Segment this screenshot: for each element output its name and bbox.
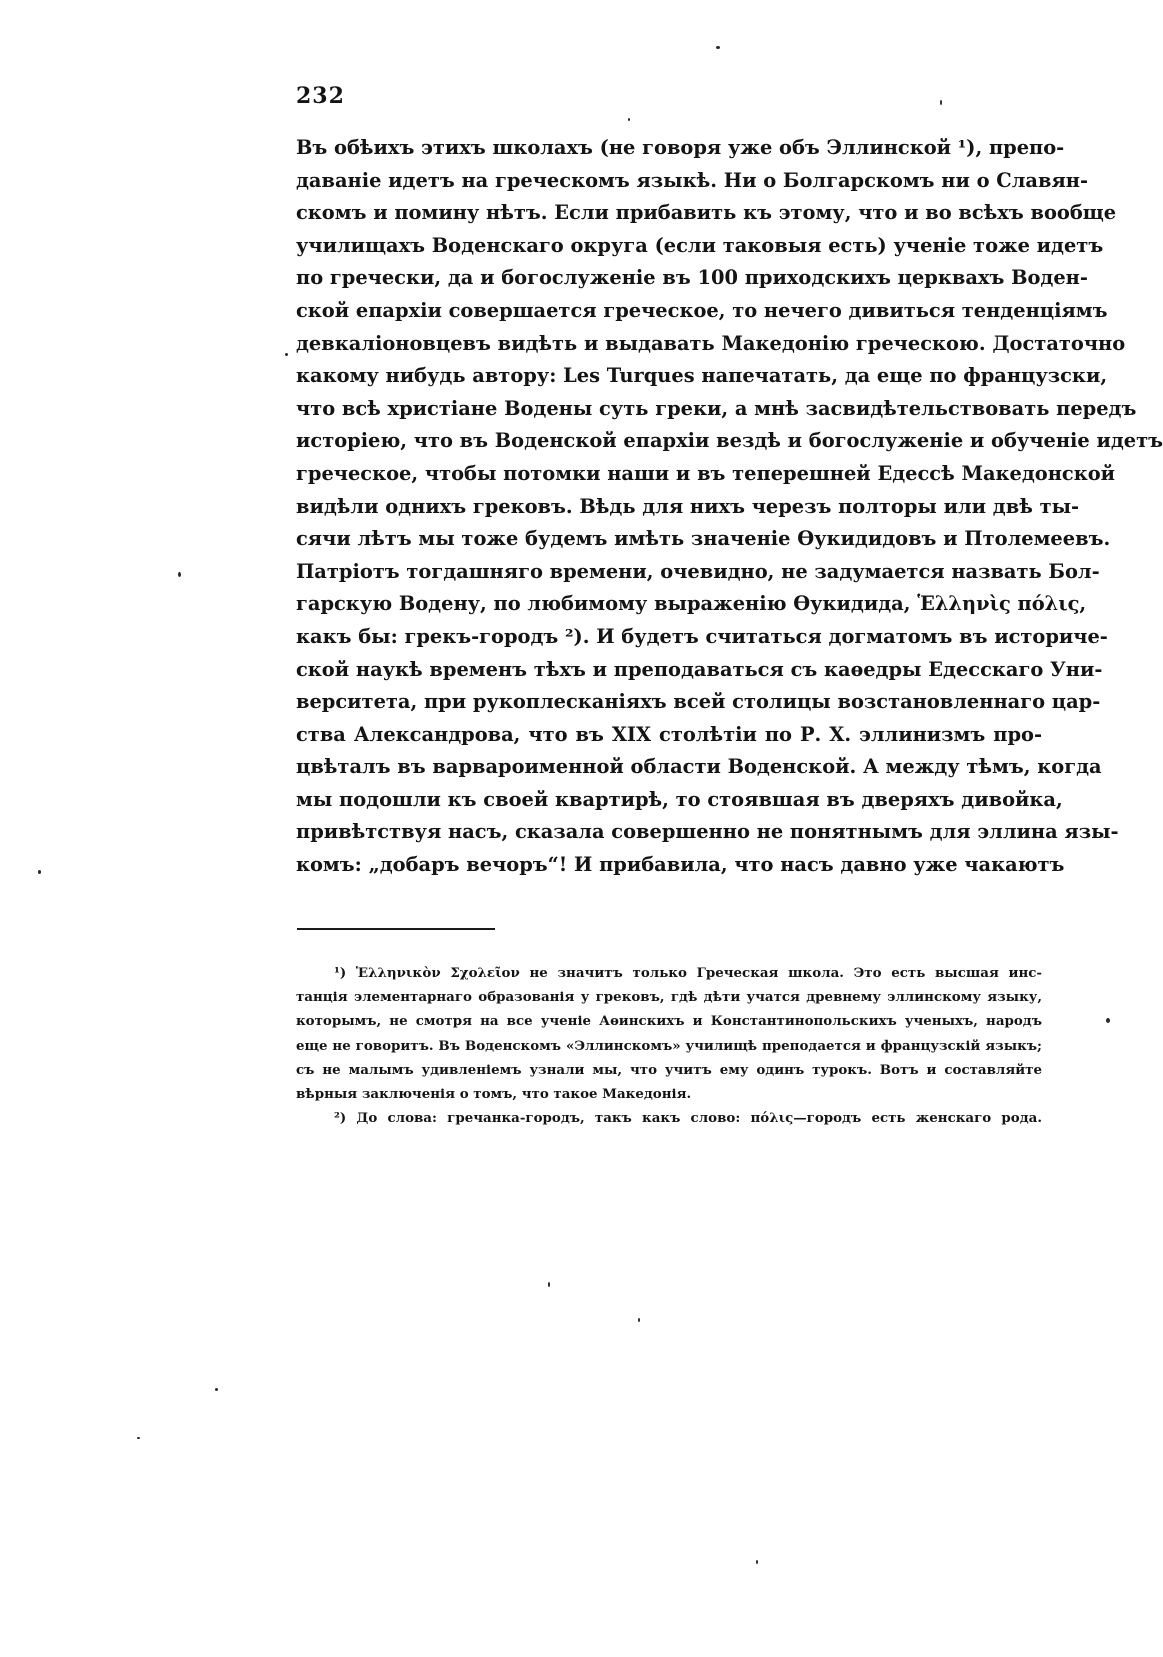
text-line: ской епархіи совершается греческое, то нечего дивиться тенденціямъ bbox=[296, 298, 1108, 322]
footnote-line: танція элементарнаго образованія у грековъ, гдѣ дѣти учатся древнему эллинскому языку, bbox=[296, 989, 1042, 1006]
text-line: греческое, чтобы потомки наши и въ теперешней Едессѣ Македонской bbox=[296, 461, 1116, 485]
text-line: видѣли однихъ грековъ. Вѣдь для нихъ черезъ полторы или двѣ ты- bbox=[296, 494, 1080, 518]
text-line: мы подошли къ своей квартирѣ, то стоявшая въ дверяхъ дивойка, bbox=[296, 787, 1063, 811]
scan-speck bbox=[178, 572, 181, 577]
scan-speck bbox=[716, 46, 720, 49]
text-line: по гречески, да и богослуженіе въ 100 приходскихъ церквахъ Воден- bbox=[296, 266, 1088, 290]
text-line: девкаліоновцевъ видѣть и выдавать Македонію греческою. Достаточно bbox=[296, 331, 1126, 355]
text-line: привѣтствуя насъ, сказала совершенно не понятнымъ для эллина язы- bbox=[296, 820, 1119, 844]
text-line: сячи лѣтъ мы тоже будемъ имѣть значеніе Өукидидовъ и Птолемеевъ. bbox=[296, 527, 1111, 551]
scan-speck bbox=[940, 100, 942, 105]
footnote-divider bbox=[297, 928, 495, 930]
text-line: комъ: „добаръ вечоръ“! И прибавила, что насъ давно уже чакаютъ bbox=[296, 853, 1065, 877]
main-text bbox=[296, 132, 1163, 882]
text-line: Патріотъ тогдашняго времени, очевидно, не задумается назвать Бол- bbox=[296, 559, 1100, 583]
scan-speck bbox=[756, 1560, 758, 1564]
text-line: что всѣ христіане Водены суть греки, а мнѣ засвидѣтельствовать передъ bbox=[296, 396, 1137, 420]
scan-speck bbox=[215, 1388, 218, 1391]
text-line: исторіею, что въ Воденской епархіи вездѣ и богослуженіе и обученіе идетъ bbox=[296, 429, 1163, 453]
text-line: какъ бы: грекъ-городъ ²). И будетъ считаться догматомъ въ историче- bbox=[296, 624, 1108, 648]
text-line: какому нибудь автору: Les Turques напечатать, да еще по французски, bbox=[296, 364, 1108, 388]
footnote-line: ²) До слова: гречанка-городъ, такъ какъ слово: πόλις—городъ есть женскаго рода. bbox=[334, 1110, 1042, 1127]
text-line: Въ обѣихъ этихъ школахъ (не говоря уже объ Эллинской ¹), препо- bbox=[296, 136, 1065, 159]
footnote-line: съ не малымъ удивленіемъ узнали мы, что учитъ ему одинъ турокъ. Вотъ и составляйте bbox=[296, 1061, 1042, 1078]
footnote-line: вѣрныя заключенія о томъ, что такое Македонія. bbox=[296, 1085, 692, 1102]
scan-speck bbox=[628, 118, 630, 121]
text-line: верситета, при рукоплесканіяхъ всей столицы возстановленнаго цар- bbox=[296, 690, 1101, 714]
footnote-line: ¹) Ἑλληνικὸν Σχολεῖον не значитъ только Греческая школа. Это есть высшая инс- bbox=[334, 965, 1042, 981]
scan-speck bbox=[38, 870, 41, 874]
scan-speck bbox=[137, 1437, 140, 1439]
footnote-line: еще не говоритъ. Въ Воденскомъ «Эллинскомъ» училищѣ преподается и французскій языкъ; bbox=[296, 1037, 1042, 1054]
scan-speck bbox=[548, 1282, 550, 1287]
text-line: училищахъ Воденскаго округа (если таковыя есть) ученіе тоже идетъ bbox=[296, 233, 1104, 257]
page-number: 232 bbox=[296, 83, 345, 109]
scan-speck bbox=[285, 353, 288, 356]
scan-speck bbox=[638, 1318, 640, 1322]
text-line: ства Александрова, что въ XIX столѣтіи по Р. Х. эллинизмъ про- bbox=[296, 722, 1042, 746]
footnote-line: которымъ, не смотря на все ученіе Аѳинскихъ и Константинопольскихъ ученыхъ, народъ bbox=[296, 1013, 1042, 1030]
text-line: гарскую Водену, по любимому выраженію Өукидида, Ἑλληνὶς πόλις, bbox=[296, 592, 1087, 616]
text-line: даваніе идетъ на греческомъ языкѣ. Ни о Болгарскомъ ни о Славян- bbox=[296, 168, 1089, 192]
text-line: ской наукѣ временъ тѣхъ и преподаваться съ каѳедры Едесскаго Уни- bbox=[296, 657, 1103, 681]
text-line: цвѣталъ въ варвароименной области Воденской. А между тѣмъ, когда bbox=[296, 755, 1102, 779]
footnotes bbox=[296, 961, 1042, 1130]
scan-speck bbox=[1106, 1018, 1110, 1023]
text-line: скомъ и помину нѣтъ. Если прибавить къ этому, что и во всѣхъ вообще bbox=[296, 201, 1117, 225]
